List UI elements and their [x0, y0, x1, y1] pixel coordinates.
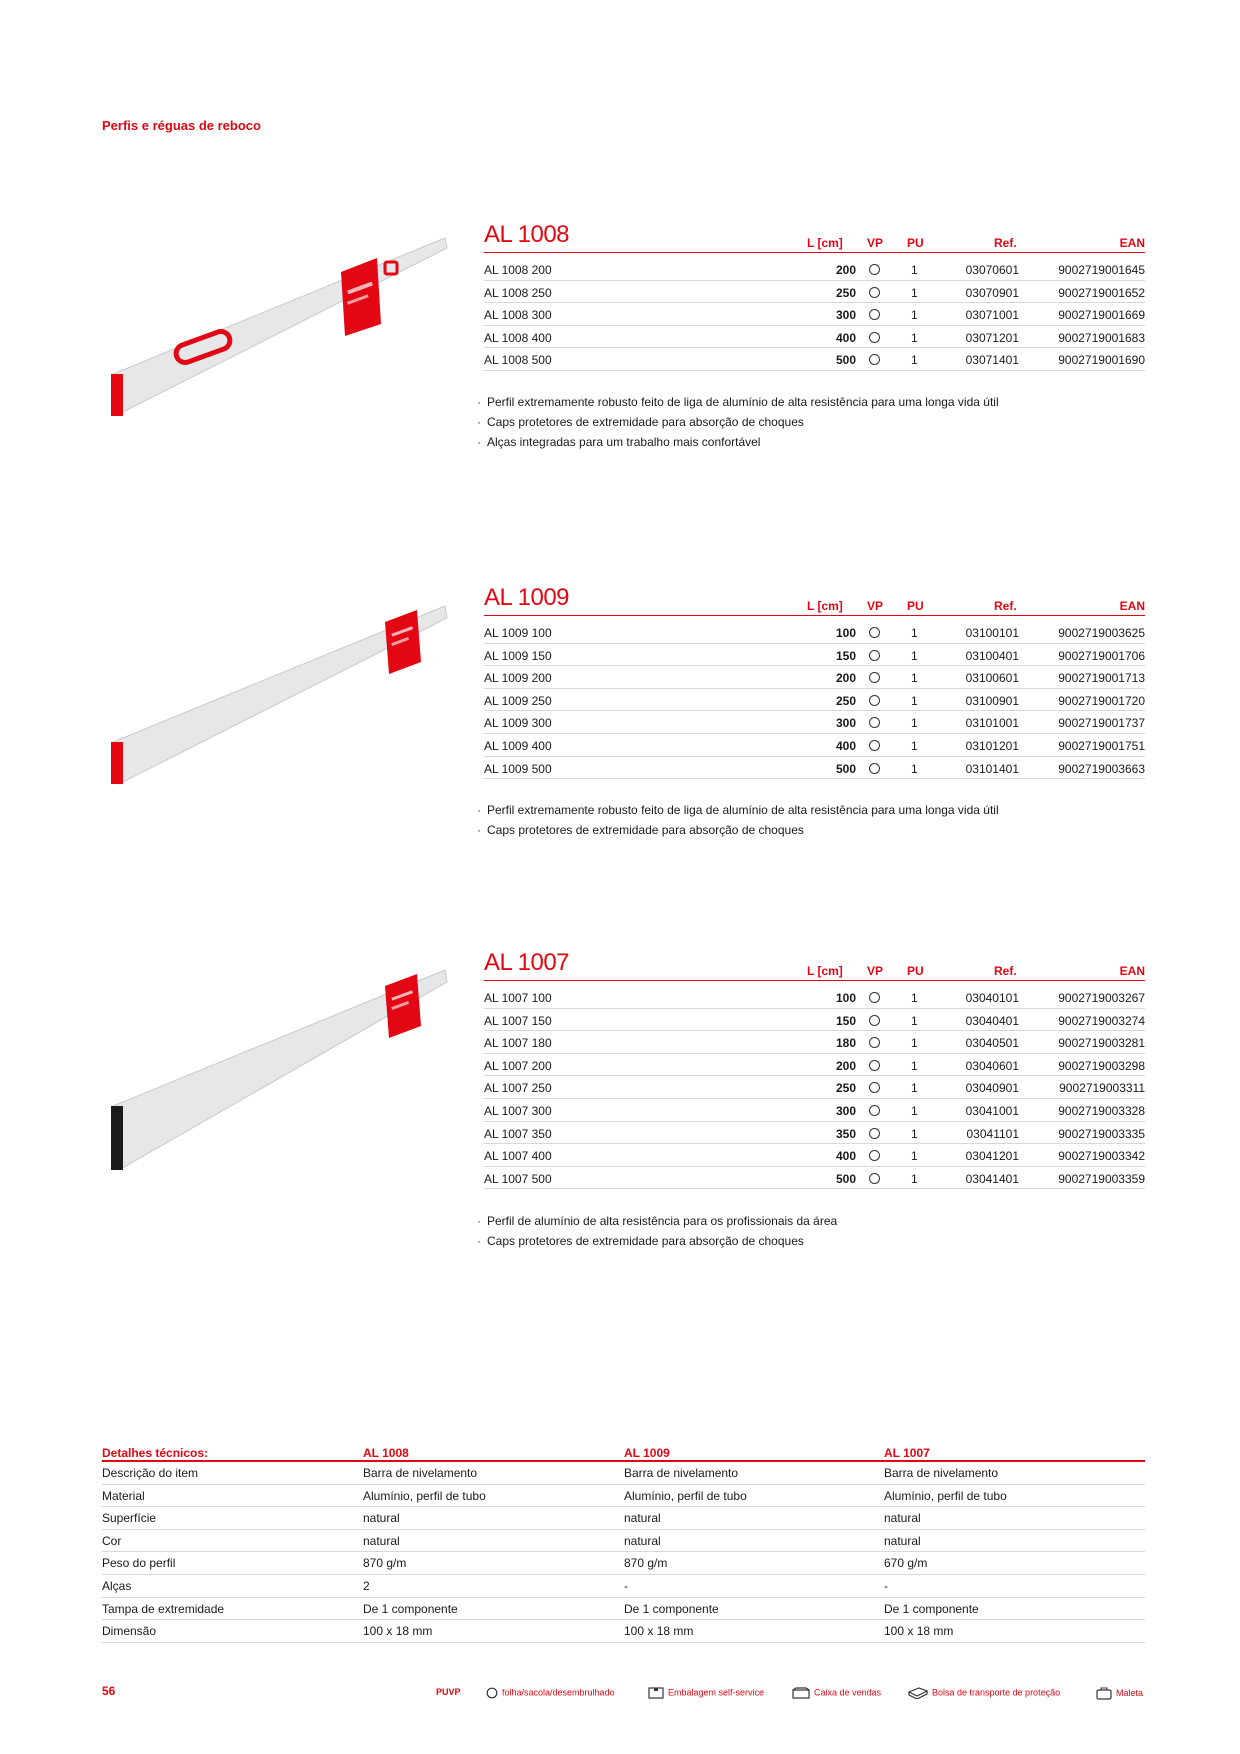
item-length: 150 — [835, 648, 856, 663]
tech-value: natural — [624, 1511, 661, 1526]
tech-value: De 1 componente — [363, 1601, 458, 1616]
page-number: 56 — [102, 1684, 116, 1698]
col-ref: Ref. — [994, 964, 1017, 978]
circle-icon — [869, 1173, 880, 1184]
item-pu: 1 — [911, 330, 918, 345]
table-row — [484, 757, 1145, 780]
al1008-image — [95, 228, 455, 458]
col-ref: Ref. — [994, 599, 1017, 613]
legend-sales-box — [792, 1687, 881, 1699]
circle-icon — [869, 1082, 880, 1093]
col-pu: PU — [907, 964, 924, 978]
item-ref: 03040601 — [965, 1058, 1019, 1073]
item-name: AL 1007 250 — [484, 1081, 552, 1096]
circle-icon — [869, 1128, 880, 1139]
item-ean: 9002719003274 — [1058, 1013, 1145, 1028]
table-row — [484, 644, 1145, 667]
circle-icon — [869, 1150, 880, 1161]
tech-value: 870 g/m — [624, 1556, 668, 1571]
item-pu: 1 — [911, 1036, 918, 1051]
item-pu: 1 — [911, 308, 918, 323]
item-ean: 9002719001645 — [1058, 263, 1145, 277]
table-row — [484, 689, 1145, 712]
item-ean: 9002719003311 — [1059, 1081, 1145, 1096]
item-ean: 9002719003298 — [1058, 1058, 1145, 1073]
item-pu: 1 — [911, 1013, 918, 1028]
item-name: AL 1009 500 — [484, 761, 552, 776]
product-title: AL 1009 — [484, 584, 570, 611]
tech-row — [102, 1530, 1145, 1553]
item-name: AL 1009 100 — [484, 626, 552, 640]
feature-item: · Caps protetores de extremidade para absorção de choques — [477, 820, 999, 840]
feature-item: · Perfil de alumínio de alta resistência para os profissionais da área — [477, 1211, 837, 1231]
circle-icon — [869, 717, 880, 728]
item-length: 180 — [835, 1036, 856, 1051]
tech-row — [102, 1485, 1145, 1508]
item-name: AL 1009 200 — [484, 671, 552, 686]
item-ean: 9002719003359 — [1058, 1171, 1145, 1186]
item-name: AL 1009 150 — [484, 648, 552, 663]
table-row — [484, 303, 1145, 326]
item-pu: 1 — [911, 991, 918, 1005]
item-pu: 1 — [911, 1081, 918, 1096]
table-row — [484, 621, 1145, 644]
table-row — [484, 1009, 1145, 1032]
sales-box-icon — [792, 1687, 810, 1699]
circle-icon — [869, 354, 880, 365]
product-header — [484, 221, 1145, 253]
case-icon — [1096, 1687, 1112, 1700]
tech-row — [102, 1462, 1145, 1485]
col-vp: VP — [867, 599, 884, 613]
col-ean: EAN — [1119, 964, 1145, 978]
legend-label: Bolsa de transporte de proteção — [932, 1687, 1061, 1698]
feature-list — [477, 800, 999, 840]
item-ref: 03101001 — [965, 716, 1019, 731]
item-ean: 9002719003328 — [1058, 1103, 1145, 1118]
circle-icon — [869, 287, 880, 298]
table-row — [484, 734, 1145, 757]
al1007-image — [95, 960, 455, 1190]
item-ean: 9002719001683 — [1058, 330, 1145, 345]
item-length: 150 — [835, 1013, 856, 1028]
item-pu: 1 — [911, 263, 918, 277]
table-row — [484, 1099, 1145, 1122]
circle-icon — [869, 763, 880, 774]
item-name: AL 1009 250 — [484, 693, 552, 708]
item-name: AL 1008 500 — [484, 353, 552, 368]
tech-label: Superfície — [102, 1511, 157, 1526]
item-name: AL 1007 350 — [484, 1126, 552, 1141]
product-table — [484, 258, 1145, 371]
table-row — [484, 666, 1145, 689]
item-pu: 1 — [911, 671, 918, 686]
item-name: AL 1009 400 — [484, 738, 552, 753]
self-service-pack-icon — [648, 1687, 664, 1699]
feature-item: · Alças integradas para um trabalho mais confortável — [477, 432, 999, 452]
tech-label: Peso do perfil — [102, 1556, 176, 1571]
col-ean: EAN — [1119, 236, 1145, 250]
item-ref: 03040101 — [965, 991, 1019, 1005]
tech-row — [102, 1507, 1145, 1530]
tech-header — [102, 1442, 1145, 1462]
tech-value: 870 g/m — [363, 1556, 407, 1571]
item-ean: 9002719003281 — [1058, 1036, 1145, 1051]
circle-icon — [869, 672, 880, 683]
tech-header-al1009: AL 1009 — [624, 1446, 670, 1460]
item-ean: 9002719003342 — [1058, 1149, 1145, 1164]
protective-bag-icon — [908, 1687, 928, 1699]
item-length: 400 — [835, 330, 856, 345]
tech-row — [102, 1598, 1145, 1621]
item-ref: 03040501 — [965, 1036, 1019, 1051]
item-ean: 9002719001751 — [1058, 738, 1145, 753]
item-ref: 03040901 — [965, 1081, 1019, 1096]
item-ref: 03070601 — [965, 263, 1019, 277]
feature-item: · Caps protetores de extremidade para absorção de choques — [477, 412, 999, 432]
col-vp: VP — [867, 236, 884, 250]
feature-item: · Perfil extremamente robusto feito de liga de alumínio de alta resistência para uma longa vida útil — [477, 800, 999, 820]
legend-label: Maleta — [1116, 1687, 1144, 1698]
item-length: 500 — [835, 353, 856, 368]
item-pu: 1 — [911, 716, 918, 731]
pu-vp-label: PUVP — [436, 1687, 461, 1697]
tech-value: Alumínio, perfil de tubo — [624, 1488, 747, 1503]
tech-value: - — [884, 1578, 888, 1593]
tech-value: Alumínio, perfil de tubo — [884, 1488, 1007, 1503]
item-ref: 03041401 — [965, 1171, 1019, 1186]
circle-icon — [869, 695, 880, 706]
item-pu: 1 — [911, 648, 918, 663]
item-name: AL 1008 250 — [484, 285, 552, 300]
item-length: 200 — [835, 263, 856, 277]
tech-value: Barra de nivelamento — [884, 1466, 999, 1480]
feature-item: · Perfil extremamente robusto feito de liga de alumínio de alta resistência para uma longa vida útil — [477, 392, 999, 412]
item-name: AL 1008 400 — [484, 330, 552, 345]
table-row — [484, 1167, 1145, 1190]
table-row — [484, 326, 1145, 349]
table-row — [484, 1054, 1145, 1077]
legend-self-service — [648, 1687, 764, 1699]
circle-icon — [869, 1037, 880, 1048]
item-pu: 1 — [911, 626, 918, 640]
legend-case — [1096, 1687, 1143, 1700]
item-pu: 1 — [911, 738, 918, 753]
item-pu: 1 — [911, 285, 918, 300]
tech-value: natural — [363, 1533, 400, 1548]
item-length: 100 — [835, 991, 856, 1005]
item-name: AL 1007 500 — [484, 1171, 552, 1186]
page-footer — [0, 1684, 1240, 1704]
tech-value: Alumínio, perfil de tubo — [363, 1488, 486, 1503]
item-name: AL 1007 300 — [484, 1103, 552, 1118]
tech-label: Dimensão — [102, 1624, 157, 1639]
tech-header-al1008: AL 1008 — [363, 1446, 409, 1460]
item-length: 500 — [835, 1171, 856, 1186]
col-length: L [cm] — [807, 599, 843, 613]
item-ean: 9002719001706 — [1058, 648, 1145, 663]
circle-icon — [869, 1015, 880, 1026]
legend-label: Embalagem self-service — [668, 1687, 765, 1698]
item-ean: 9002719001720 — [1058, 693, 1145, 708]
item-length: 250 — [835, 1081, 856, 1096]
tech-label: Alças — [102, 1578, 132, 1593]
tech-value: Barra de nivelamento — [624, 1466, 739, 1480]
item-length: 100 — [835, 626, 856, 640]
table-row — [484, 986, 1145, 1009]
product-header — [484, 949, 1145, 981]
product-header — [484, 584, 1145, 616]
table-row — [484, 711, 1145, 734]
legend-wrap — [486, 1687, 615, 1699]
item-ean: 9002719001737 — [1058, 716, 1145, 731]
tech-value: natural — [884, 1533, 921, 1548]
item-ean: 9002719001669 — [1058, 308, 1145, 323]
item-length: 350 — [835, 1126, 856, 1141]
item-pu: 1 — [911, 1126, 918, 1141]
item-pu: 1 — [911, 1058, 918, 1073]
circle-icon — [869, 332, 880, 343]
feature-item: · Caps protetores de extremidade para absorção de choques — [477, 1231, 837, 1251]
tech-value: 100 x 18 mm — [884, 1624, 954, 1639]
tech-value: natural — [624, 1533, 661, 1548]
item-pu: 1 — [911, 693, 918, 708]
item-ean: 9002719003663 — [1058, 761, 1145, 776]
tech-label: Tampa de extremidade — [102, 1601, 225, 1616]
feature-list — [477, 392, 999, 452]
circle-icon — [869, 1060, 880, 1071]
item-length: 500 — [835, 761, 856, 776]
item-ref: 03100401 — [965, 648, 1019, 663]
table-row — [484, 348, 1145, 371]
tech-value: De 1 componente — [884, 1601, 979, 1616]
item-length: 200 — [835, 671, 856, 686]
item-ean: 9002719003625 — [1058, 626, 1145, 640]
item-ref: 03071001 — [965, 308, 1019, 323]
section-title: Perfis e réguas de reboco — [102, 118, 261, 133]
item-name: AL 1009 300 — [484, 716, 552, 731]
product-title: AL 1007 — [484, 949, 570, 976]
tech-value: - — [624, 1578, 628, 1593]
table-row — [484, 1122, 1145, 1145]
tech-value: Barra de nivelamento — [363, 1466, 478, 1480]
item-ean: 9002719001713 — [1058, 671, 1145, 686]
item-ean: 9002719003267 — [1058, 991, 1145, 1005]
circle-icon — [869, 740, 880, 751]
circle-icon — [869, 309, 880, 320]
item-name: AL 1007 400 — [484, 1149, 552, 1164]
item-ref: 03041101 — [966, 1126, 1019, 1141]
item-pu: 1 — [911, 1171, 918, 1186]
tech-value: natural — [884, 1511, 921, 1526]
col-ref: Ref. — [994, 236, 1017, 250]
col-pu: PU — [907, 599, 924, 613]
item-ref: 03070901 — [965, 285, 1019, 300]
circle-icon — [869, 1105, 880, 1116]
col-ean: EAN — [1119, 599, 1145, 613]
item-length: 300 — [835, 716, 856, 731]
product-table — [484, 986, 1145, 1189]
circle-icon — [869, 627, 880, 638]
al1009-image — [95, 596, 455, 826]
product-title: AL 1008 — [484, 221, 570, 248]
tech-row — [102, 1575, 1145, 1598]
item-pu: 1 — [911, 1103, 918, 1118]
item-ref: 03100101 — [965, 626, 1019, 640]
col-vp: VP — [867, 964, 884, 978]
item-pu: 1 — [911, 353, 918, 368]
item-length: 300 — [835, 1103, 856, 1118]
table-row — [484, 1076, 1145, 1099]
item-pu: 1 — [911, 761, 918, 776]
item-ref: 03040401 — [965, 1013, 1019, 1028]
circle-icon — [869, 264, 880, 275]
item-name: AL 1007 200 — [484, 1058, 552, 1073]
circle-icon — [869, 992, 880, 1003]
col-length: L [cm] — [807, 964, 843, 978]
circle-icon — [869, 650, 880, 661]
table-row — [484, 1144, 1145, 1167]
item-ref: 03071401 — [965, 353, 1019, 368]
item-name: AL 1007 100 — [484, 991, 552, 1005]
item-ean: 9002719001652 — [1058, 285, 1145, 300]
tech-value: 100 x 18 mm — [363, 1624, 433, 1639]
feature-list — [477, 1211, 837, 1251]
tech-header-al1007: AL 1007 — [884, 1446, 930, 1460]
item-pu: 1 — [911, 1149, 918, 1164]
tech-label: Material — [102, 1488, 145, 1503]
item-ref: 03041201 — [965, 1149, 1019, 1164]
item-length: 200 — [835, 1058, 856, 1073]
item-ref: 03101401 — [965, 761, 1019, 776]
item-ean: 9002719001690 — [1058, 353, 1145, 368]
tech-header-label: Detalhes técnicos: — [102, 1446, 209, 1460]
circle-icon — [486, 1687, 498, 1699]
item-ean: 9002719003335 — [1058, 1126, 1145, 1141]
item-length: 250 — [835, 693, 856, 708]
legend-label: Caixa de vendas — [814, 1687, 882, 1698]
tech-value: 670 g/m — [884, 1556, 928, 1571]
tech-label: Descrição do item — [102, 1466, 199, 1480]
product-table — [484, 621, 1145, 779]
item-name: AL 1008 300 — [484, 308, 552, 323]
table-row — [484, 281, 1145, 304]
col-length: L [cm] — [807, 236, 843, 250]
item-length: 400 — [835, 738, 856, 753]
item-length: 400 — [835, 1149, 856, 1164]
item-ref: 03041001 — [965, 1103, 1019, 1118]
tech-row — [102, 1620, 1145, 1643]
technical-details-table — [102, 1442, 1145, 1643]
item-length: 250 — [835, 285, 856, 300]
tech-value: 100 x 18 mm — [624, 1624, 694, 1639]
tech-value: 2 — [363, 1578, 370, 1593]
table-row — [484, 258, 1145, 281]
item-ref: 03100901 — [965, 693, 1019, 708]
col-pu: PU — [907, 236, 924, 250]
legend-label: folha/sacola/desembrulhado — [502, 1687, 615, 1698]
item-name: AL 1008 200 — [484, 263, 552, 277]
item-length: 300 — [835, 308, 856, 323]
table-row — [484, 1031, 1145, 1054]
tech-row — [102, 1552, 1145, 1575]
item-ref: 03100601 — [965, 671, 1019, 686]
item-name: AL 1007 150 — [484, 1013, 552, 1028]
tech-value: De 1 componente — [624, 1601, 719, 1616]
tech-value: natural — [363, 1511, 400, 1526]
item-ref: 03101201 — [965, 738, 1019, 753]
legend-protective-bag — [908, 1687, 1060, 1699]
item-ref: 03071201 — [965, 330, 1019, 345]
item-name: AL 1007 180 — [484, 1036, 552, 1051]
tech-label: Cor — [102, 1533, 122, 1548]
